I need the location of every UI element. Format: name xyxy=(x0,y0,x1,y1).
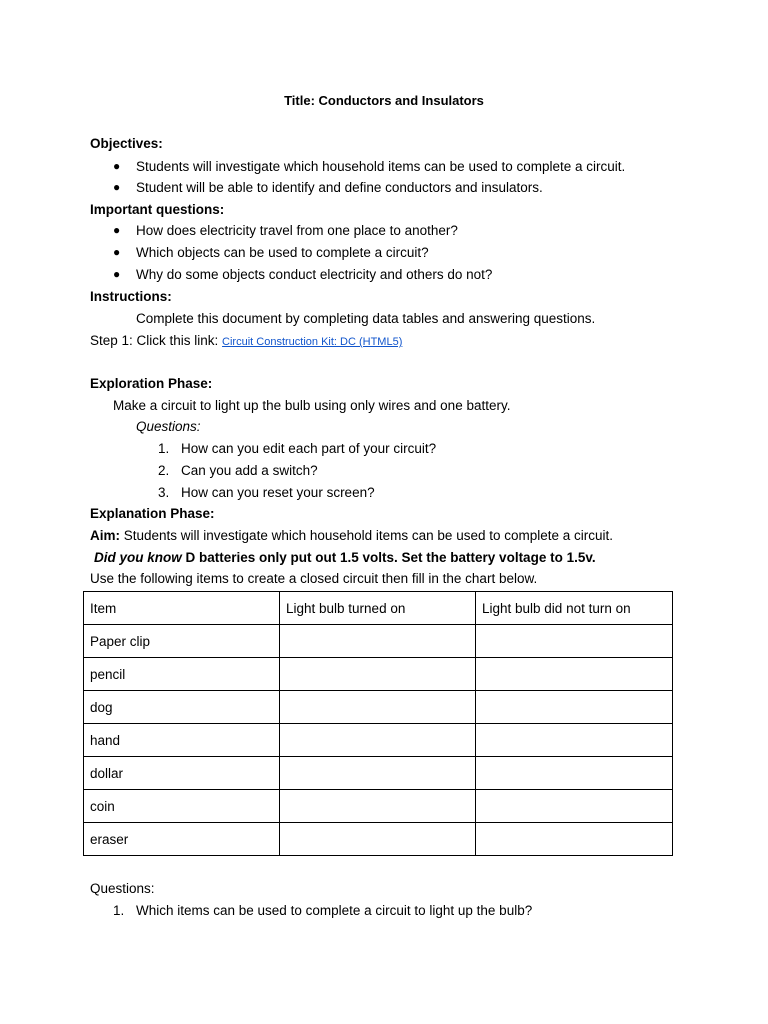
objective-item: Student will be able to identify and define conductors and insulators. xyxy=(136,180,543,195)
aim-line xyxy=(90,529,613,543)
did-you-know-text: D batteries only put out 1.5 volts. Set the battery voltage to 1.5v. xyxy=(181,550,596,565)
not-turned-on-cell[interactable] xyxy=(476,691,673,724)
item-cell: eraser xyxy=(84,823,280,856)
document-title: Title: Conductors and Insulators xyxy=(284,93,484,108)
table-row xyxy=(84,625,673,658)
final-question-number: 1. xyxy=(113,903,125,918)
item-cell: dog xyxy=(84,691,280,724)
important-questions-heading: Important questions: xyxy=(90,202,225,217)
objective-item: Students will investigate which household items can be used to complete a circuit. xyxy=(136,159,626,174)
item-cell: coin xyxy=(84,790,280,823)
item-cell: Paper clip xyxy=(84,625,280,658)
turned-on-cell[interactable] xyxy=(280,757,476,790)
circuit-kit-link[interactable]: Circuit Construction Kit: DC (HTML5) xyxy=(222,336,403,348)
step1-prefix: Step 1: Click this link: xyxy=(90,333,223,348)
item-cell: pencil xyxy=(84,658,280,691)
instructions-heading: Instructions: xyxy=(90,289,172,304)
not-turned-on-cell[interactable] xyxy=(476,790,673,823)
exploration-question: How can you reset your screen? xyxy=(181,485,375,500)
table-row xyxy=(84,790,673,823)
exploration-question: How can you edit each part of your circuit? xyxy=(181,441,437,456)
explanation-heading: Explanation Phase: xyxy=(90,506,215,521)
table-row xyxy=(84,757,673,790)
step1-line xyxy=(90,334,402,348)
bullet-icon: ● xyxy=(113,180,121,194)
instructions-text: Complete this document by completing data tables and answering questions. xyxy=(136,311,596,326)
not-turned-on-cell[interactable] xyxy=(476,658,673,691)
exploration-question: Can you add a switch? xyxy=(181,463,318,478)
exploration-question-number: 2. xyxy=(158,463,170,478)
header-item: Item xyxy=(84,592,280,625)
turned-on-cell[interactable] xyxy=(280,790,476,823)
table-row xyxy=(84,724,673,757)
table-row xyxy=(84,691,673,724)
not-turned-on-cell[interactable] xyxy=(476,823,673,856)
not-turned-on-cell[interactable] xyxy=(476,757,673,790)
turned-on-cell[interactable] xyxy=(280,823,476,856)
exploration-questions-label: Questions: xyxy=(136,419,201,434)
header-not-turned-on: Light bulb did not turn on xyxy=(476,592,673,625)
final-questions-heading: Questions: xyxy=(90,881,155,896)
not-turned-on-cell[interactable] xyxy=(476,625,673,658)
important-question-item: How does electricity travel from one place to another? xyxy=(136,223,458,238)
important-question-item: Which objects can be used to complete a circuit? xyxy=(136,245,429,260)
aim-label: Aim: xyxy=(90,528,120,543)
table-row xyxy=(84,658,673,691)
use-items-text: Use the following items to create a closed circuit then fill in the chart below. xyxy=(90,571,538,586)
exploration-question-number: 3. xyxy=(158,485,170,500)
final-question: Which items can be used to complete a circuit to light up the bulb? xyxy=(136,903,533,918)
did-you-know-line xyxy=(94,551,596,565)
exploration-question-number: 1. xyxy=(158,441,170,456)
turned-on-cell[interactable] xyxy=(280,658,476,691)
table-row xyxy=(84,823,673,856)
exploration-heading: Exploration Phase: xyxy=(90,376,213,391)
bullet-icon: ● xyxy=(113,159,121,173)
important-question-item: Why do some objects conduct electricity and others do not? xyxy=(136,267,493,282)
aim-text: Students will investigate which household items can be used to complete a circuit. xyxy=(120,528,614,543)
did-you-know-label: Did you know xyxy=(94,550,182,565)
turned-on-cell[interactable] xyxy=(280,625,476,658)
header-turned-on: Light bulb turned on xyxy=(280,592,476,625)
bullet-icon: ● xyxy=(113,267,121,281)
turned-on-cell[interactable] xyxy=(280,691,476,724)
not-turned-on-cell[interactable] xyxy=(476,724,673,757)
item-cell: dollar xyxy=(84,757,280,790)
item-cell: hand xyxy=(84,724,280,757)
bullet-icon: ● xyxy=(113,223,121,237)
turned-on-cell[interactable] xyxy=(280,724,476,757)
exploration-text: Make a circuit to light up the bulb using only wires and one battery. xyxy=(113,398,511,413)
results-table xyxy=(83,591,673,856)
table-header-row xyxy=(84,592,673,625)
bullet-icon: ● xyxy=(113,245,121,259)
objectives-heading: Objectives: xyxy=(90,136,163,151)
